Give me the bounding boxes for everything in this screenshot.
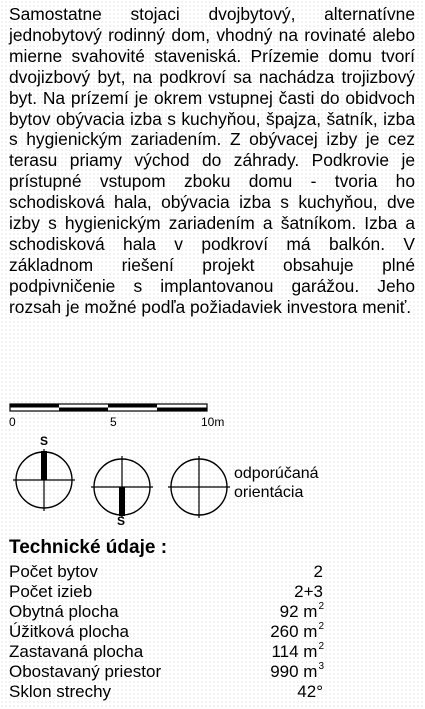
- tech-title: Technické údaje :: [9, 537, 168, 558]
- tech-value: 2+3: [294, 582, 323, 601]
- tech-label: Počet bytov: [9, 562, 98, 581]
- tech-table: [9, 562, 324, 702]
- compass-plain-icon: [166, 454, 232, 520]
- compass-plain: [166, 454, 232, 520]
- tech-value: 2: [313, 562, 323, 581]
- tech-label: Počet izieb: [9, 582, 93, 601]
- tech-value: 990 $m^3$: [270, 661, 324, 681]
- compass-south-down-icon: [89, 454, 155, 520]
- scale-bar: [9, 403, 225, 433]
- tech-value: 114 $m^2$: [271, 641, 324, 661]
- tech-row: [9, 602, 324, 622]
- tech-label: Úžitková plocha: [9, 622, 130, 641]
- tech-label: Sklon strechy: [9, 682, 112, 701]
- tech-label: Obostavaný priestor: [9, 662, 162, 681]
- scale-label-10m: 10m: [201, 415, 225, 429]
- tech-row: [9, 682, 324, 702]
- tech-value: 42°: [297, 682, 323, 701]
- orientation-label: [234, 464, 319, 502]
- scale-bar-graphic: [9, 403, 209, 415]
- orientation-label-line2: orientácia: [234, 484, 304, 501]
- tech-value: 260 $m^2$: [270, 621, 324, 641]
- tech-label: Obytná plocha: [9, 602, 119, 621]
- compass-south-label: S: [40, 434, 49, 448]
- tech-row: [9, 642, 324, 662]
- orientation-label-line1: odporúčaná: [234, 465, 319, 482]
- description-paragraph: Samostatne stojaci dvojbytový, alternatívne jednobytový rodinný dom, vhodný na rovinaté alebo mierne svahovité staveniská. Prízemie domu tvorí dvojizbový byt, na podkroví sa nachádza trojizbový byt. Na prízemí je okrem vstupnej časti do obidvoch bytov obývacia izba s kuchyňou, špajza, šatník, izba s hygienickým zariadením. Z obývacej izby je cez terasu priamy východ do záhrady. Podkrovie je prístupné vstupom zboku domu - tvoria ho schodisková hala, obývacia izba s kuchyňou, dve izby s hygienickým zariadením a šatníkom. Izba a schodisková hala v podkroví má balkón. V základnom riešení projekt obsahuje plné podpivničenie s implantovanou garážou. Jeho rozsah je možné podľa požiadaviek investora meniť.: [9, 4, 415, 317]
- tech-row: [9, 582, 324, 602]
- tech-label: Zastavaná plocha: [9, 642, 144, 661]
- compass-south-down: [89, 454, 155, 534]
- compass-south-up: [11, 432, 77, 512]
- tech-row: [9, 662, 324, 682]
- tech-row: [9, 562, 324, 582]
- tech-row: [9, 622, 324, 642]
- tech-value: 92 $m^2$: [279, 601, 324, 621]
- scale-label-0: 0: [9, 415, 16, 429]
- scale-label-5: 5: [110, 415, 117, 429]
- compass-south-label: S: [117, 514, 126, 528]
